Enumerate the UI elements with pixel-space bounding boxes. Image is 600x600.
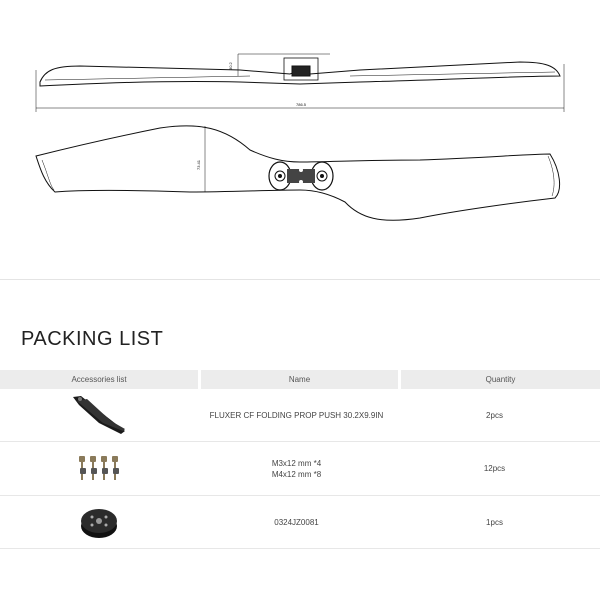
section-divider <box>0 279 600 280</box>
item-name-line: 0324JZ0081 <box>274 517 319 527</box>
propeller-technical-drawing <box>0 0 600 280</box>
table-row <box>0 389 600 442</box>
item-name-line: FLUXER CF FOLDING PROP PUSH 30.2X9.9IN <box>209 410 384 420</box>
packing-list-table <box>0 370 600 549</box>
screws-icon <box>74 454 124 484</box>
item-quantity: 12pcs <box>483 464 506 473</box>
table-row <box>0 496 600 549</box>
item-name-line: M3x12 mm *4 <box>271 458 322 468</box>
propeller-hub <box>269 162 333 190</box>
item-quantity: 2pcs <box>486 410 503 420</box>
table-header <box>0 370 600 389</box>
packing-list-title: PACKING LIST <box>21 328 164 350</box>
dim-length: 786.5 <box>296 102 307 107</box>
dim-blade-width: 73.41 <box>196 159 201 170</box>
item-name <box>198 389 395 441</box>
item-quantity: 1pcs <box>486 517 503 527</box>
dim-hub-height: 30.2 <box>228 62 233 70</box>
header-accessories: Accessories list <box>0 370 198 389</box>
header-name: Name <box>201 370 398 389</box>
item-name <box>198 442 395 495</box>
table-row <box>0 442 600 496</box>
header-quantity: Quantity <box>401 370 600 389</box>
accessory-image-cell <box>0 496 198 548</box>
item-name-line: M4x12 mm *8 <box>271 469 322 479</box>
accessory-image-cell <box>0 389 198 441</box>
accessory-image-cell <box>0 442 198 495</box>
hub-adapter-icon <box>77 504 121 540</box>
item-name <box>198 496 395 548</box>
folding-propeller-icon <box>67 393 131 437</box>
